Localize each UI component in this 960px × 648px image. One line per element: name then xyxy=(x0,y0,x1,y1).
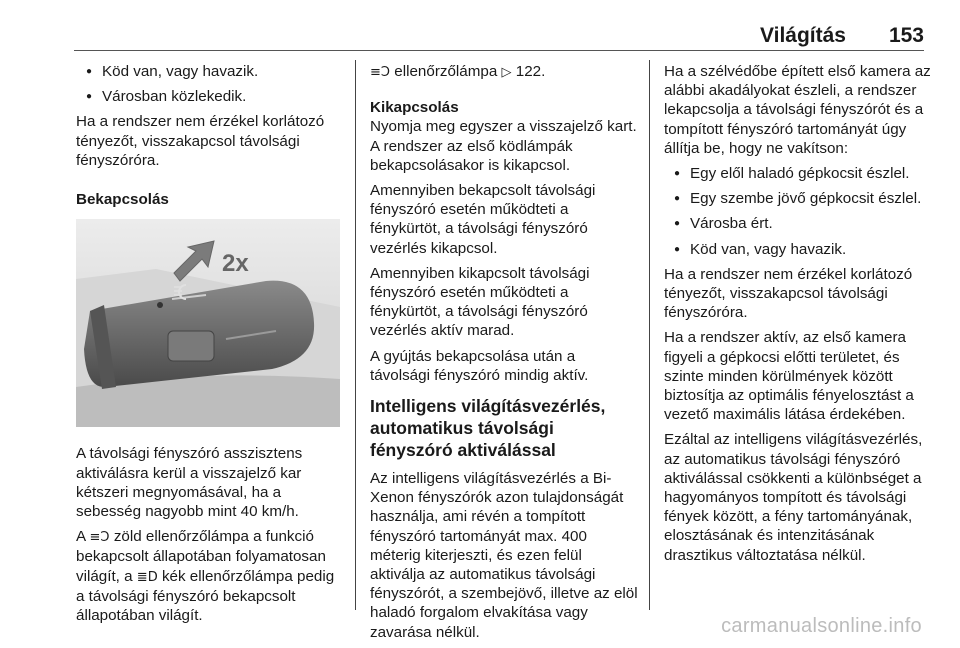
paragraph: Ha a rendszer nem érzékel korlátozó tényezőt, visszakapcsol távolsági fényszóróra. xyxy=(664,265,913,322)
paragraph: A gyújtás bekapcsolása után a távolsági fényszóró mindig aktív. xyxy=(370,347,589,384)
page-header xyxy=(74,24,924,52)
paragraph: Ezáltal az intelligens világításvezérlés, az automatikus távolsági fényszóró aktiválással csökkenti a különbséget a hagyományos tompított és távolsági fények között, a fény tartományának, elosztásának és intenzitásának drasztikus változtatása nélkül. xyxy=(664,431,923,564)
high-beam-assist-icon: ≡Ɔ xyxy=(89,530,110,546)
column-divider-1 xyxy=(355,60,356,610)
paragraph: Ha a szélvédőbe épített első kamera az alábbi akadályokat észleli, a rendszer lekapcsolja a távolsági fényszórót és a tompított fényszóró tartományát úgy állítja be, hogy ne vakítson: xyxy=(664,63,931,157)
paragraph: Ha a rendszer aktív, az első kamera figyeli a gépkocsi előtti területet, és szinte minden körülmények között biztosítja az optimális fényelosztást a vezető maximális látása érdekében. xyxy=(664,329,914,424)
list-item: ● Városban közlekedik. xyxy=(76,87,344,106)
list-item: ● Köd van, vagy havazik. xyxy=(76,62,344,81)
page-number: 153 xyxy=(888,24,924,47)
column-2 xyxy=(370,62,638,648)
header-rule xyxy=(74,50,924,51)
list-item: ● Egy elől haladó gépkocsit észlel. xyxy=(664,164,932,183)
list-item: ● Városba ért. xyxy=(664,214,932,233)
list-item: ● Egy szembe jövő gépkocsit észlel. xyxy=(664,189,932,208)
cross-reference: ≡Ɔ ellenőrzőlámpa ▷ 122. xyxy=(370,62,638,82)
paragraph: Amennyiben kikapcsolt távolsági fényszóró esetén működteti a fénykürtöt, a távolsági fényszóró vezérlés aktív marad. xyxy=(370,264,590,340)
header-title: Világítás xyxy=(760,24,846,47)
high-beam-assist-icon: ≡Ɔ xyxy=(370,65,391,80)
subheading-kikapcsolas: Kikapcsolás xyxy=(370,99,459,117)
column-1 xyxy=(76,62,344,631)
paragraph: Amennyiben bekapcsolt távolsági fényszóró esetén működteti a fénykürtöt, a távolsági fényszóró vezérlés kikapcsol. xyxy=(370,182,596,257)
page-reference-arrow-icon: ▷ xyxy=(501,65,512,80)
subheading-bekapcsolas: Bekapcsolás xyxy=(76,191,169,209)
section-heading: Intelligens világításvezérlés, automatikus távolsági fényszóró aktiválással xyxy=(370,396,606,461)
paragraph: A távolsági fényszóró asszisztens aktiválásra kerül a visszajelző kar kétszeri megnyomásával, ha a sebesség nagyobb mint 40 km/h. xyxy=(76,445,303,521)
high-beam-icon: ≣D xyxy=(136,569,158,585)
paragraph: Nyomja meg egyszer a visszajelző kart. A rendszer az első ködlámpák bekapcsolásakor is kikapcsol. xyxy=(370,118,637,174)
column-divider-2 xyxy=(649,60,650,610)
list-item: ● Köd van, vagy havazik. xyxy=(664,240,932,259)
paragraph: Az intelligens világításvezérlés a Bi-Xenon fényszórók azon tulajdonságát használja, ami révén a tompított fényszóró tartományát max. 400 méterig kiterjeszti, és ezen felül aktiválja az automatikus távolsági fényszórót, a szembejövő, illetve az elöl haladó forgalom elvakítása vagy zavarása nélkül. xyxy=(370,470,638,641)
paragraph: A ≡Ɔ zöld ellenőrzőlámpa a funkció bekapcsolt állapotában folyamatosan világít, a ≣D kék ellenőrzőlámpa pedig a távolsági fényszóró bekapcsolt állapotában világít. xyxy=(76,528,335,625)
paragraph: Ha a rendszer nem érzékel korlátozó tényezőt, visszakapcsol távolsági fényszóróra. xyxy=(76,113,325,169)
column-3 xyxy=(664,62,932,571)
stalk-illustration xyxy=(76,219,340,427)
figure-label: 2x xyxy=(222,250,249,278)
watermark: carmanualsonline.info xyxy=(721,615,922,637)
